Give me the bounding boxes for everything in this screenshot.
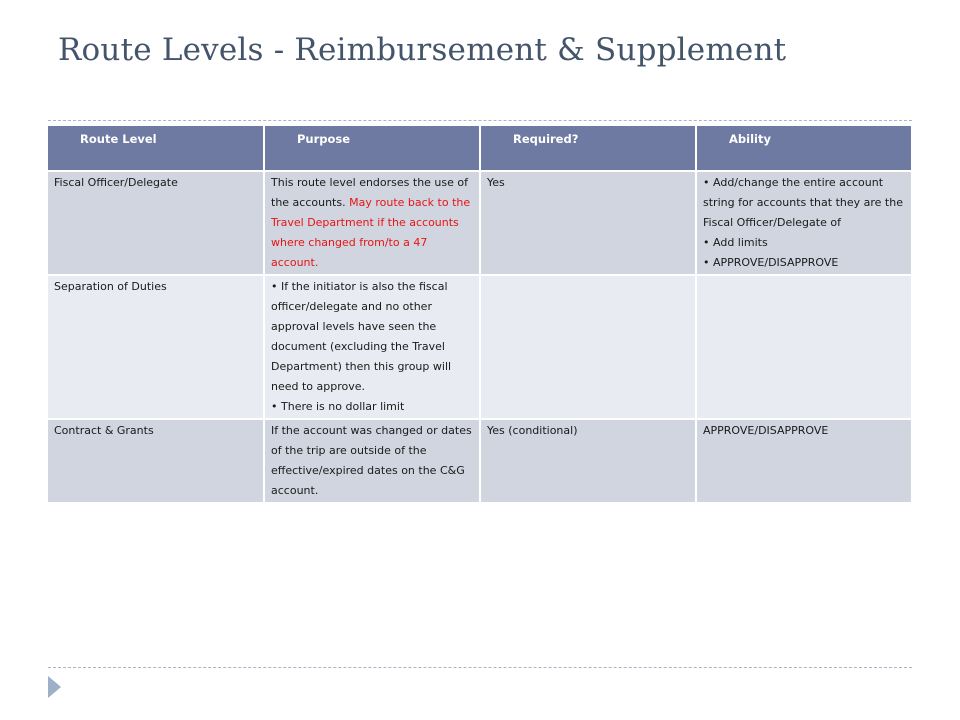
cell-route-level: Separation of Duties xyxy=(48,275,264,419)
title-divider xyxy=(48,120,912,121)
table-row xyxy=(48,419,912,503)
ability-bullet: • Add/change the entire account string for accounts that they are the Fiscal Officer/Delegate of xyxy=(703,173,905,233)
header-ability: Ability xyxy=(696,126,912,171)
table-row xyxy=(48,275,912,419)
header-route-level: Route Level xyxy=(48,126,264,171)
header-purpose: Purpose xyxy=(264,126,480,171)
cell-required xyxy=(480,275,696,419)
slide-title: Route Levels - Reimbursement & Supplement xyxy=(58,32,787,68)
cell-purpose xyxy=(264,275,480,419)
purpose-bullet: • There is no dollar limit xyxy=(271,397,473,417)
ability-bullet: • APPROVE/DISAPPROVE xyxy=(703,253,905,273)
cell-route-level: Fiscal Officer/Delegate xyxy=(48,171,264,275)
cell-purpose: If the account was changed or dates of the trip are outside of the effective/expired dates on the C&G account. xyxy=(264,419,480,503)
purpose-bullet: • If the initiator is also the fiscal officer/delegate and no other approval levels have seen the document (excluding the Travel Department) then this group will need to approve. xyxy=(271,277,473,397)
header-required: Required? xyxy=(480,126,696,171)
cell-ability xyxy=(696,171,912,275)
purpose-text: This route level endorses the use of the accounts. xyxy=(271,176,469,209)
ability-bullet: • Add limits xyxy=(703,233,905,253)
cell-ability xyxy=(696,275,912,419)
table-row xyxy=(48,171,912,275)
purpose-highlight-text: May route back to the Travel Department if the accounts where changed from/to a 47 account. xyxy=(271,196,471,269)
route-levels-table xyxy=(48,126,913,504)
footer-divider xyxy=(48,667,912,668)
cell-purpose xyxy=(264,171,480,275)
cell-required: Yes (conditional) xyxy=(480,419,696,503)
cell-ability: APPROVE/DISAPPROVE xyxy=(696,419,912,503)
cell-required: Yes xyxy=(480,171,696,275)
cell-route-level: Contract & Grants xyxy=(48,419,264,503)
table-header-row xyxy=(48,126,912,171)
triangle-right-icon xyxy=(48,676,61,698)
